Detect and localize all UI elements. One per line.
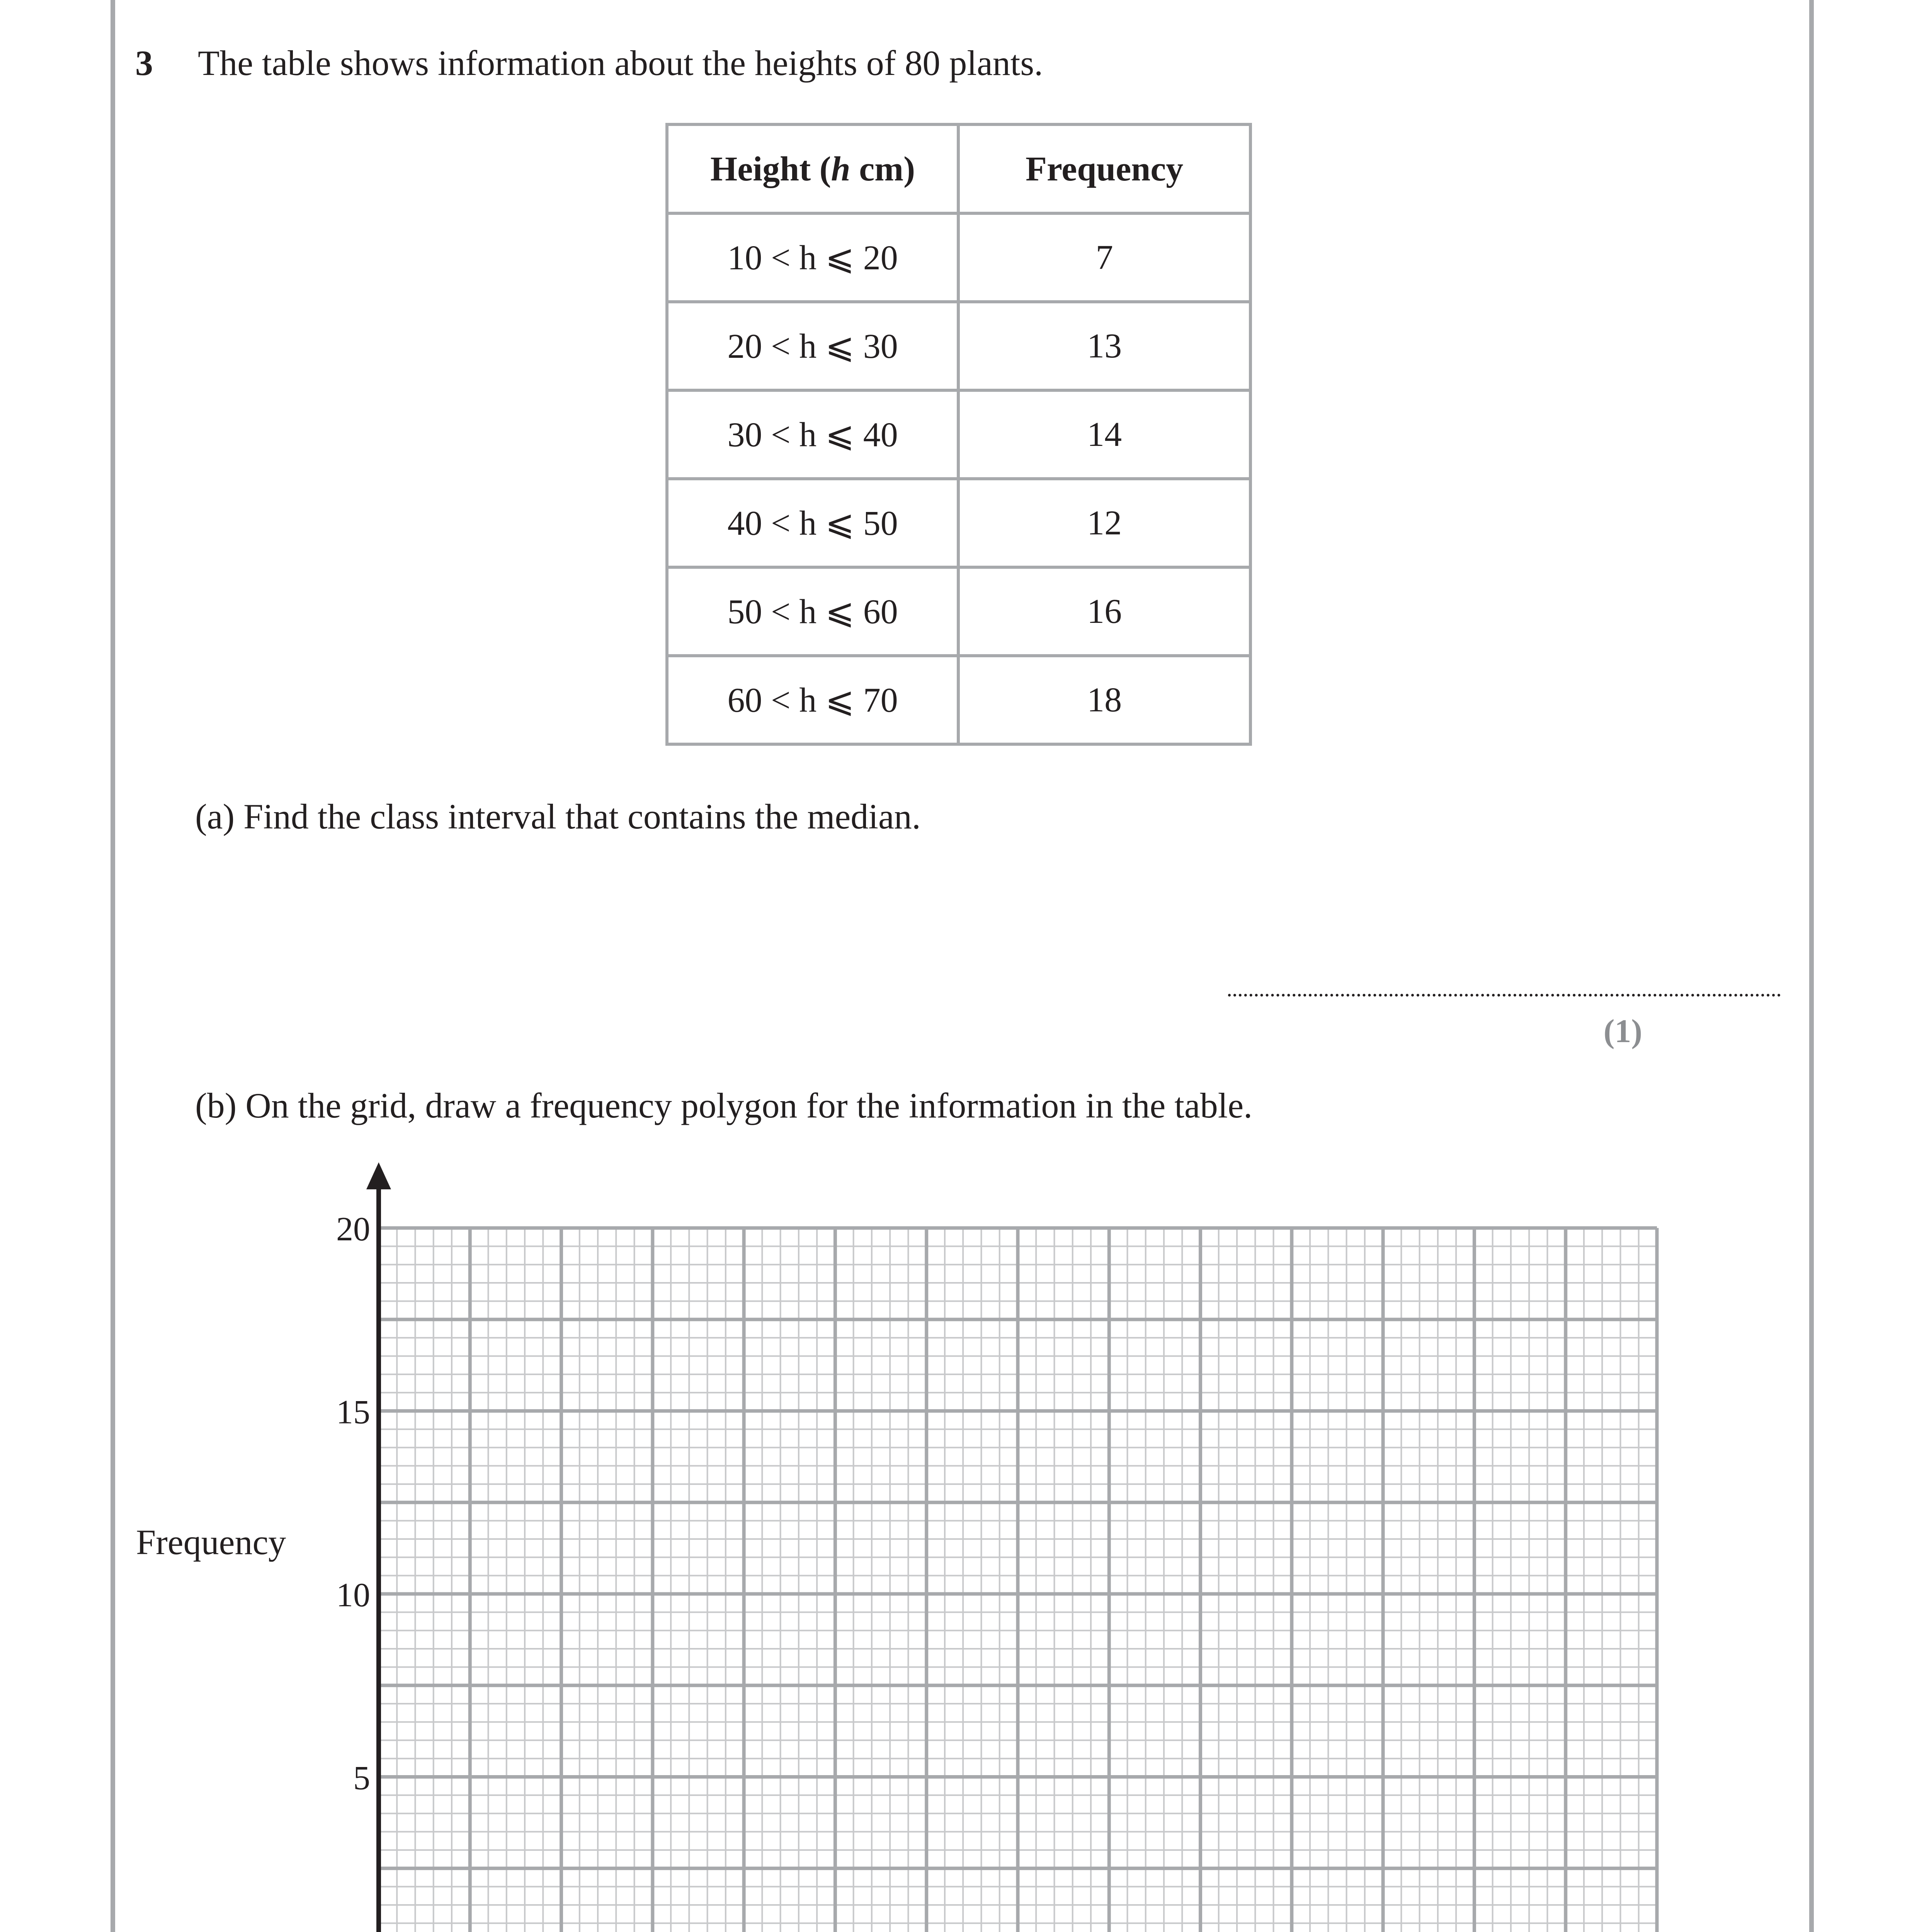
frequency-cell: 13 xyxy=(958,302,1250,390)
y-tick-label: 5 xyxy=(353,1759,370,1797)
frequency-cell: 7 xyxy=(958,213,1250,302)
frequency-cell: 12 xyxy=(958,479,1250,567)
frequency-cell: 14 xyxy=(958,390,1250,479)
major-grid-lines xyxy=(379,1228,1657,1932)
part-a-marks: (1) xyxy=(1603,1012,1642,1049)
axes xyxy=(366,1162,1723,1932)
part-a-question: (a) Find the class interval that contains the median. xyxy=(195,797,921,836)
frequency-cell: 16 xyxy=(958,567,1250,656)
interval-cell: 30 < h ⩽ 40 xyxy=(667,390,958,479)
interval-cell: 50 < h ⩽ 60 xyxy=(667,567,958,656)
part-b-question: (b) On the grid, draw a frequency polygon for the information in the table. xyxy=(195,1086,1253,1125)
interval-cell: 20 < h ⩽ 30 xyxy=(667,302,958,390)
y-axis-label: Frequency xyxy=(136,1522,286,1562)
height-column-header: Height (h cm) xyxy=(667,124,958,213)
interval-cell: 60 < h ⩽ 70 xyxy=(667,656,958,744)
interval-cell: 10 < h ⩽ 20 xyxy=(667,213,958,302)
y-tick-label: 15 xyxy=(336,1393,370,1431)
frequency-column-header: Frequency xyxy=(958,124,1250,213)
frequency-cell: 18 xyxy=(958,656,1250,744)
y-tick-label: 20 xyxy=(336,1211,370,1248)
question-number: 3 xyxy=(135,43,153,83)
y-axis-arrowhead xyxy=(366,1162,391,1189)
question-intro: The table shows information about the heights of 80 plants. xyxy=(198,43,1043,83)
interval-cell: 40 < h ⩽ 50 xyxy=(667,479,958,567)
y-tick-label: 10 xyxy=(336,1577,370,1614)
